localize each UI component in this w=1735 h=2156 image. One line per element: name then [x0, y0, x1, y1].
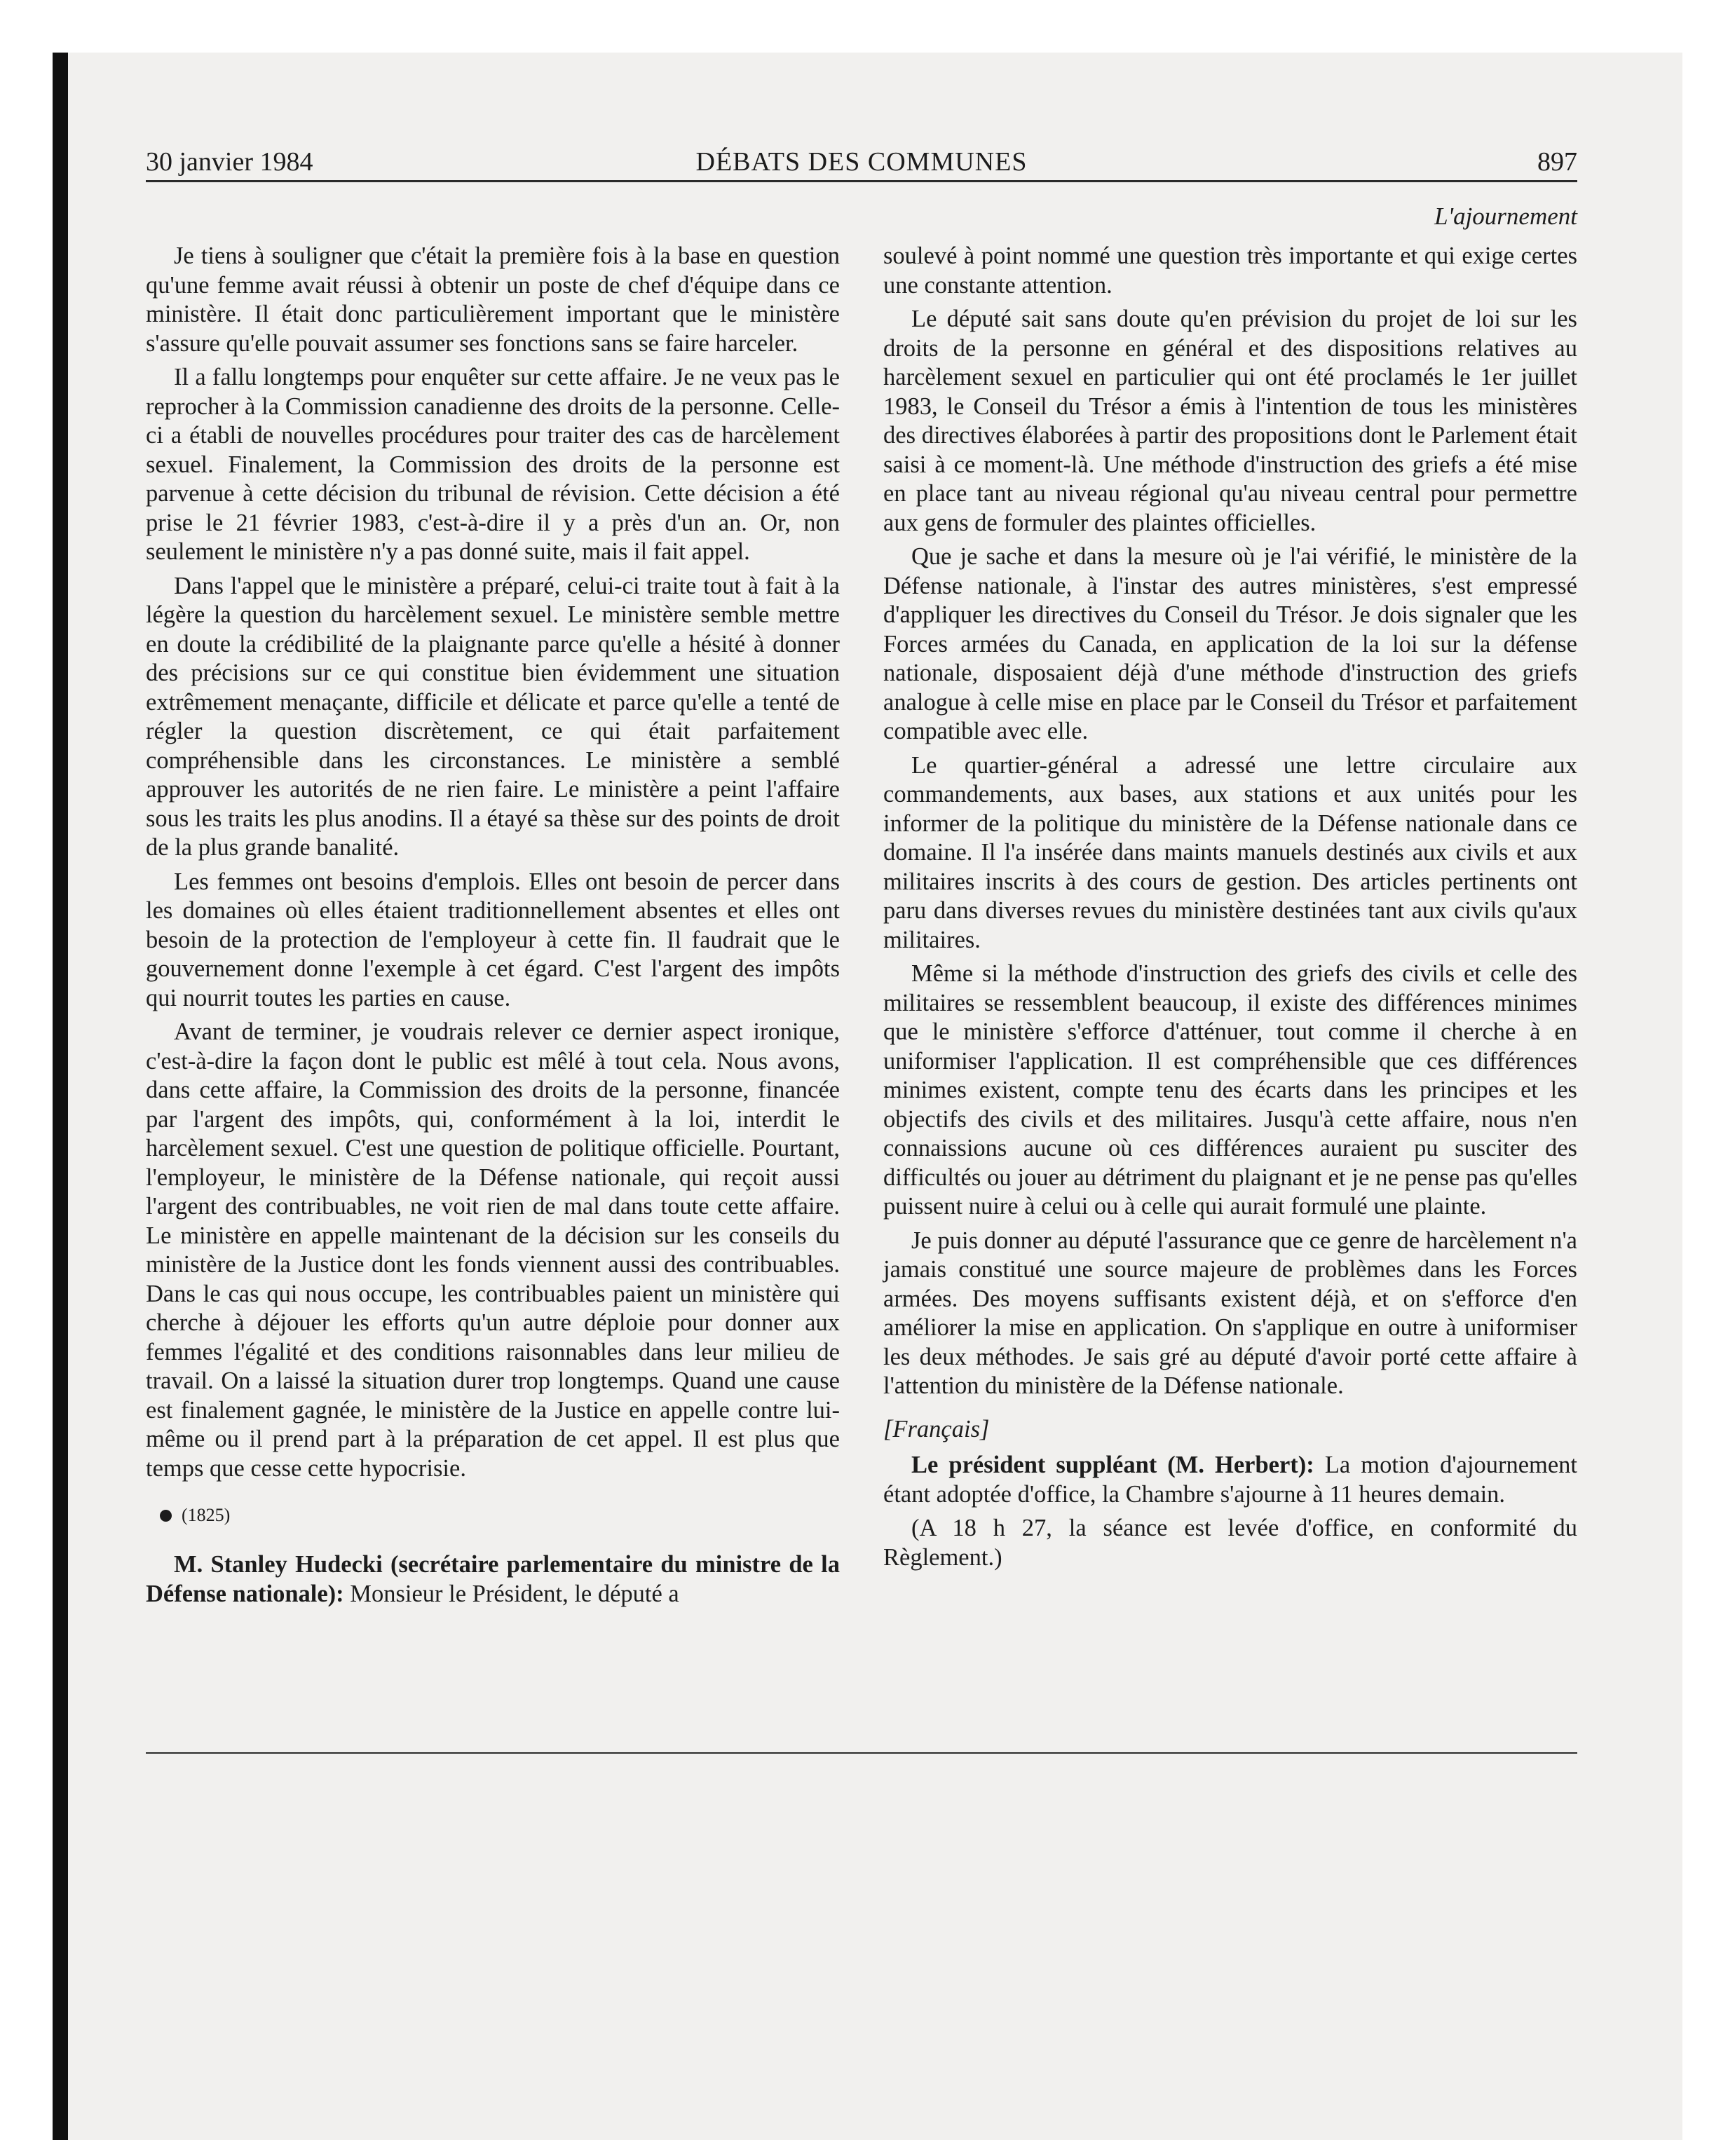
- paragraph: Même si la méthode d'instruction des griefs des civils et celle des militaires se ressemblent beaucoup, il existe des différences minimes que le ministère s'efforce d'atténuer, tout comme il cherche à en uniformiser l'application. Il est compréhensible que ces différences minimes existent, compte tenu des écarts dans les principes et les objectifs des civils et des militaires. Jusqu'à cette affaire, nous n'en connaissions aucune où ces différences auraient pu susciter des difficultés ou jouer au détriment du plaignant et je ne pense pas qu'elles puissent nuire à celui ou à celle qui aurait formulé une plainte.: [883, 960, 1577, 1220]
- page-header: [146, 144, 1577, 180]
- footer-rule: [146, 1752, 1577, 1754]
- timestamp: (1825): [182, 1505, 231, 1525]
- speech-paragraph: [146, 1550, 840, 1609]
- paragraph: Le quartier-général a adressé une lettre circulaire aux commandements, aux bases, aux stations et aux unités pour les informer de la politique du ministère de la Défense nationale dans ce domaine. Il l'a insérée dans maints manuels destinés aux civils et aux militaires inscrits à des cours de gestion. Des articles pertinents ont paru dans diverses revues du ministère destinées tant aux civils qu'aux militaires.: [883, 751, 1577, 953]
- header-rule: [146, 180, 1577, 182]
- speaker-name: Le président suppléant (M. Herbert):: [911, 1452, 1314, 1478]
- section-title: L'ajournement: [1434, 203, 1577, 230]
- speech-text: Monsieur le Président, le député a: [350, 1580, 679, 1607]
- paragraph: Que je sache et dans la mesure où je l'ai vérifié, le ministère de la Défense nationale, à l'instar des autres ministères, s'est empressé d'appliquer les directives du Conseil du Trésor. Je dois signaler que les Forces armées du Canada, en application de la loi sur la défense nationale, disposaient déjà d'une méthode d'instruction des griefs analogue à celle mise en place par le Conseil du Trésor et parfaitement compatible avec elle.: [883, 543, 1577, 744]
- paragraph: (A 18 h 27, la séance est levée d'office, en conformité du Règlement.): [883, 1515, 1577, 1571]
- left-column: [146, 242, 840, 1613]
- paragraph: soulevé à point nommé une question très importante et qui exige certes une constante attention.: [883, 243, 1577, 299]
- paragraph: Je tiens à souligner que c'était la première fois à la base en question qu'une femme avait réussi à obtenir un poste de chef d'équipe dans ce ministère. Il était donc particulièrement important que le ministère s'assure qu'elle pouvait assumer ses fonctions sans se faire harceler.: [146, 243, 840, 357]
- speaker-name: M. Stanley Hudecki (secrétaire parlementaire du ministre de la Défense nationale):: [146, 1551, 840, 1607]
- header-page-number: 897: [1537, 147, 1577, 177]
- speech-paragraph: [883, 1451, 1577, 1509]
- bullet-icon: [160, 1510, 172, 1522]
- scan-edge-shadow: [53, 53, 68, 2140]
- paragraph: Il a fallu longtemps pour enquêter sur cette affaire. Je ne veux pas le reprocher à la Commission canadienne des droits de la personne. Celle-ci a établi de nouvelles procédures pour traiter des cas de harcèlement sexuel. Finalement, la Commission des droits de la personne est parvenue à cette décision du tribunal de révision. Cette décision a été prise le 21 février 1983, c'est-à-dire il y a près d'un an. Or, non seulement le ministère n'y a pas donné suite, mais il fait appel.: [146, 364, 840, 565]
- header-date: 30 janvier 1984: [146, 147, 313, 177]
- header-title: DÉBATS DES COMMUNES: [695, 147, 1028, 177]
- paragraph: Avant de terminer, je voudrais relever ce dernier aspect ironique, c'est-à-dire la façon dont le public est mêlé à tout cela. Nous avons, dans cette affaire, la Commission des droits de la personne, financée par l'argent des impôts, qui, conformément à la loi, interdit le harcèlement sexuel. C'est une question de politique officielle. Pourtant, l'employeur, le ministère de la Défense nationale, qui reçoit aussi l'argent des contribuables, ne voit rien de mal dans toute cette affaire. Le ministère en appelle maintenant de la décision sur les conseils du ministère de la Justice dont les fonds viennent aussi des contribuables. Dans le cas qui nous occupe, les contribuables paient un ministère qui cherche à déjouer les efforts qu'un autre déploie pour donner aux femmes l'égalité et des conditions raisonnables dans leur milieu de travail. On a laissé la situation durer trop longtemps. Quand une cause est finalement gagnée, le ministère de la Justice en appelle contre lui-même ou il prend part à la préparation de cet appel. Il est plus que temps que cesse cette hypocrisie.: [146, 1018, 840, 1482]
- language-tag: [Français]: [883, 1415, 990, 1442]
- paragraph: Dans l'appel que le ministère a préparé, celui-ci traite tout à fait à la légère la question du harcèlement sexuel. Le ministère semble mettre en doute la crédibilité de la plaignante parce qu'elle a hésité à donner des précisions sur ce qui constitue bien évidemment une situation extrêmement menaçante, difficile et délicate et parce qu'elle a tenté de régler la question discrètement, ce qui était parfaitement compréhensible dans les circonstances. Le ministère a semblé approuver les autorités de ne rien faire. Le ministère a peint l'affaire sous les traits les plus anodins. Il a étayé sa thèse sur des points de droit de la plus grande banalité.: [146, 572, 840, 861]
- paragraph: Je puis donner au député l'assurance que ce genre de harcèlement n'a jamais constitué une source majeure de problèmes dans les Forces armées. Des moyens suffisants existent déjà, et on s'efforce d'en améliorer la mise en application. On s'applique en outre à uniformiser les deux méthodes. Je sais gré au député d'avoir porté cette affaire à l'attention du ministère de la Défense nationale.: [883, 1227, 1577, 1399]
- timestamp-marker: [146, 1501, 840, 1529]
- paragraph: Le député sait sans doute qu'en prévision du projet de loi sur les droits de la personne en général et des dispositions relatives au harcèlement sexuel en particulier qui ont été proclamés le 1er juillet 1983, le Conseil du Trésor a émis à l'intention de tous les ministères des directives élaborées à partir des propositions dont le Parlement était saisi à ce moment-là. Une méthode d'instruction des griefs a été mise en place tant au niveau régional qu'au niveau central pour permettre aux gens de formuler des plaintes officielles.: [883, 306, 1577, 536]
- speech-text: La motion d'ajournement étant adoptée d'office, la Chambre s'ajourne à 11 heures demain.: [883, 1452, 1577, 1508]
- right-column: [883, 242, 1577, 1577]
- paragraph: Les femmes ont besoins d'emplois. Elles ont besoin de percer dans les domaines où elles étaient traditionnellement absentes et elles ont besoin de la protection de l'employeur à cette fin. Il faudrait que le gouvernement donne l'exemple à cet égard. C'est l'argent des impôts qui nourrit toutes les parties en cause.: [146, 868, 840, 1011]
